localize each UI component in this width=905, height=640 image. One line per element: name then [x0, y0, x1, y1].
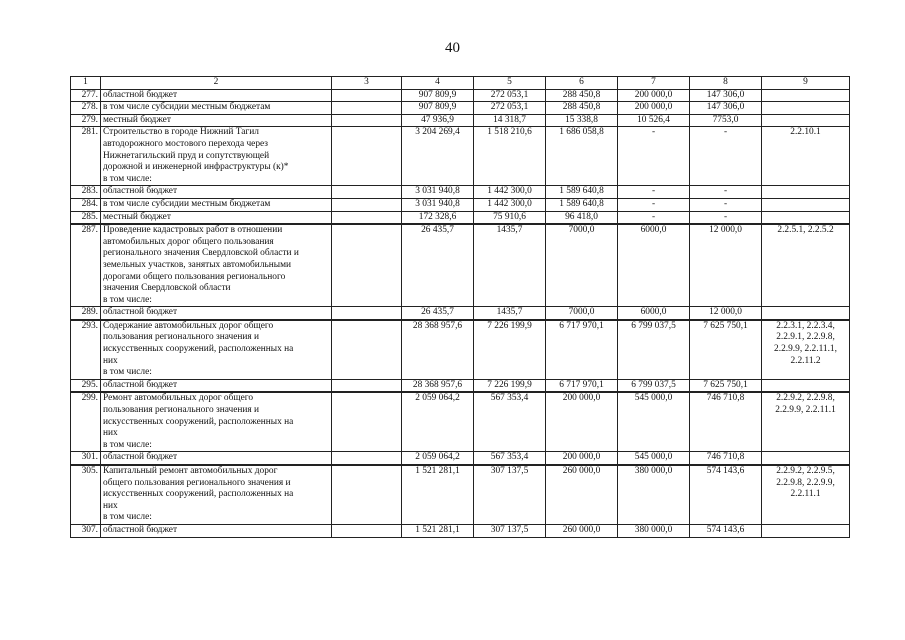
year-2-cell: 6 717 970,1	[546, 379, 618, 392]
description-line: областной бюджет	[103, 379, 178, 390]
description-line: автомобильных дорог общего пользования	[103, 236, 274, 247]
column-3-cell	[332, 465, 402, 524]
page-number: 40	[445, 40, 460, 56]
row-description	[101, 186, 332, 199]
year-3-cell: -	[618, 127, 690, 186]
table-row	[71, 379, 850, 392]
year-4-cell: 574 143,6	[690, 465, 762, 524]
year-2-cell: 7000,0	[546, 224, 618, 307]
description-line: областной бюджет	[103, 307, 178, 318]
year-1-cell: 1435,7	[474, 307, 546, 320]
description-line: них	[103, 500, 118, 511]
year-4-cell: 746 710,8	[690, 392, 762, 451]
description-line: в том числе:	[103, 439, 152, 450]
total-cell: 47 936,9	[402, 114, 474, 127]
row-number: 307.	[71, 524, 101, 537]
description-line: в том числе:	[103, 367, 152, 378]
year-2-cell: 200 000,0	[546, 392, 618, 451]
table-row	[71, 524, 850, 537]
target-indicators-cell: 2.2.9.2, 2.2.9.5, 2.2.9.8, 2.2.9.9, 2.2.11.1	[762, 465, 850, 524]
column-3-cell	[332, 392, 402, 451]
year-4-cell: 7753,0	[690, 114, 762, 127]
column-3-cell	[332, 379, 402, 392]
row-number: 305.	[71, 465, 101, 524]
year-1-cell: 272 053,1	[474, 89, 546, 102]
row-description	[101, 89, 332, 102]
row-description	[101, 211, 332, 224]
row-number: 295.	[71, 379, 101, 392]
table-row	[71, 186, 850, 199]
year-3-cell: 6 799 037,5	[618, 379, 690, 392]
row-description	[101, 114, 332, 127]
row-number: 277.	[71, 89, 101, 102]
row-description	[101, 198, 332, 211]
year-3-cell: 200 000,0	[618, 102, 690, 115]
total-cell: 1 521 281,1	[402, 524, 474, 537]
row-description	[101, 452, 332, 465]
row-number: 289.	[71, 307, 101, 320]
table-body	[71, 89, 850, 537]
year-2-cell: 1 686 058,8	[546, 127, 618, 186]
year-3-cell: -	[618, 186, 690, 199]
description-line: пользования регионального значения и	[103, 332, 260, 343]
year-2-cell: 7000,0	[546, 307, 618, 320]
description-line: Содержание автомобильных дорог общего	[103, 320, 274, 331]
year-2-cell: 1 589 640,8	[546, 198, 618, 211]
description-line: Проведение кадастровых работ в отношении	[103, 225, 283, 236]
table-row	[71, 198, 850, 211]
column-3-cell	[332, 114, 402, 127]
total-cell: 907 809,9	[402, 102, 474, 115]
column-3-cell	[332, 224, 402, 307]
year-1-cell: 75 910,6	[474, 211, 546, 224]
table-row	[71, 102, 850, 115]
total-cell: 1 521 281,1	[402, 465, 474, 524]
description-line: искусственных сооружений, расположенных на	[103, 489, 294, 500]
total-cell: 28 368 957,6	[402, 320, 474, 379]
description-line: регионального значения Свердловской области и	[103, 248, 299, 259]
column-3-cell	[332, 198, 402, 211]
year-2-cell: 1 589 640,8	[546, 186, 618, 199]
year-2-cell: 200 000,0	[546, 452, 618, 465]
total-cell: 172 328,6	[402, 211, 474, 224]
row-number: 278.	[71, 102, 101, 115]
total-cell: 26 435,7	[402, 224, 474, 307]
target-indicators-cell	[762, 452, 850, 465]
year-3-cell: 200 000,0	[618, 89, 690, 102]
year-1-cell: 567 353,4	[474, 392, 546, 451]
description-line: них	[103, 355, 118, 366]
year-1-cell: 7 226 199,9	[474, 320, 546, 379]
column-header: 6	[546, 77, 618, 90]
column-3-cell	[332, 524, 402, 537]
table-row	[71, 224, 850, 307]
total-cell: 26 435,7	[402, 307, 474, 320]
year-2-cell: 260 000,0	[546, 524, 618, 537]
row-description	[101, 102, 332, 115]
description-line: местный бюджет	[103, 211, 171, 222]
description-line: в том числе:	[103, 294, 152, 305]
year-2-cell: 260 000,0	[546, 465, 618, 524]
target-indicators-cell	[762, 102, 850, 115]
column-header: 1	[71, 77, 101, 90]
year-4-cell: 7 625 750,1	[690, 320, 762, 379]
target-indicators-cell: 2.2.9.2, 2.2.9.8, 2.2.9.9, 2.2.11.1	[762, 392, 850, 451]
table-row	[71, 89, 850, 102]
row-number: 284.	[71, 198, 101, 211]
year-4-cell: -	[690, 198, 762, 211]
description-line: земельных участков, занятых автомобильными	[103, 259, 292, 270]
column-header: 8	[690, 77, 762, 90]
year-3-cell: 6000,0	[618, 224, 690, 307]
year-4-cell: 12 000,0	[690, 307, 762, 320]
year-1-cell: 307 137,5	[474, 524, 546, 537]
row-description	[101, 465, 332, 524]
description-line: автодорожного мостового перехода через	[103, 138, 269, 149]
target-indicators-cell: 2.2.3.1, 2.2.3.4, 2.2.9.1, 2.2.9.8, 2.2.9.9, 2.2.11.1, 2.2.11.2	[762, 320, 850, 379]
total-cell: 3 031 940,8	[402, 186, 474, 199]
year-4-cell: 7 625 750,1	[690, 379, 762, 392]
year-3-cell: 6000,0	[618, 307, 690, 320]
total-cell: 3 204 269,4	[402, 127, 474, 186]
year-1-cell: 7 226 199,9	[474, 379, 546, 392]
column-header: 7	[618, 77, 690, 90]
column-3-cell	[332, 307, 402, 320]
column-header: 9	[762, 77, 850, 90]
column-3-cell	[332, 127, 402, 186]
description-line: областной бюджет	[103, 452, 178, 463]
year-1-cell: 1 442 300,0	[474, 198, 546, 211]
column-3-cell	[332, 211, 402, 224]
row-description	[101, 392, 332, 451]
target-indicators-cell	[762, 379, 850, 392]
target-indicators-cell	[762, 198, 850, 211]
year-3-cell: 10 526,4	[618, 114, 690, 127]
row-number: 285.	[71, 211, 101, 224]
row-description	[101, 307, 332, 320]
description-line: искусственных сооружений, расположенных на	[103, 344, 294, 355]
description-line: в том числе субсидии местным бюджетам	[103, 102, 271, 113]
total-cell: 2 059 064,2	[402, 392, 474, 451]
year-2-cell: 288 450,8	[546, 89, 618, 102]
row-number: 279.	[71, 114, 101, 127]
year-2-cell: 96 418,0	[546, 211, 618, 224]
description-line: общего пользования регионального значения и	[103, 477, 291, 488]
description-line: искусственных сооружений, расположенных на	[103, 416, 294, 427]
description-line: Нижнетагильский пруд и сопутствующей	[103, 150, 270, 161]
table-row	[71, 452, 850, 465]
year-4-cell: 147 306,0	[690, 89, 762, 102]
year-1-cell: 14 318,7	[474, 114, 546, 127]
year-3-cell: 380 000,0	[618, 524, 690, 537]
year-2-cell: 6 717 970,1	[546, 320, 618, 379]
description-line: них	[103, 428, 118, 439]
row-number: 283.	[71, 186, 101, 199]
table-row	[71, 114, 850, 127]
column-3-cell	[332, 186, 402, 199]
row-description	[101, 379, 332, 392]
column-header: 5	[474, 77, 546, 90]
column-header: 2	[101, 77, 332, 90]
column-3-cell	[332, 320, 402, 379]
table-row	[71, 392, 850, 451]
year-1-cell: 1 442 300,0	[474, 186, 546, 199]
row-number: 301.	[71, 452, 101, 465]
row-description	[101, 320, 332, 379]
year-3-cell: 545 000,0	[618, 452, 690, 465]
target-indicators-cell: 2.2.5.1, 2.2.5.2	[762, 224, 850, 307]
description-line: значения Свердловской области	[103, 283, 231, 294]
year-1-cell: 307 137,5	[474, 465, 546, 524]
description-line: областной бюджет	[103, 186, 178, 197]
table-row	[71, 307, 850, 320]
year-2-cell: 288 450,8	[546, 102, 618, 115]
table-row	[71, 211, 850, 224]
row-number: 281.	[71, 127, 101, 186]
column-header: 3	[332, 77, 402, 90]
description-line: Капитальный ремонт автомобильных дорог	[103, 466, 278, 476]
total-cell: 2 059 064,2	[402, 452, 474, 465]
year-4-cell: -	[690, 127, 762, 186]
table-row	[71, 465, 850, 524]
target-indicators-cell	[762, 186, 850, 199]
description-line: в том числе:	[103, 512, 152, 523]
total-cell: 28 368 957,6	[402, 379, 474, 392]
year-4-cell: 746 710,8	[690, 452, 762, 465]
table-row	[71, 127, 850, 186]
year-1-cell: 1435,7	[474, 224, 546, 307]
column-3-cell	[332, 102, 402, 115]
year-1-cell: 567 353,4	[474, 452, 546, 465]
target-indicators-cell	[762, 114, 850, 127]
row-number: 287.	[71, 224, 101, 307]
column-3-cell	[332, 452, 402, 465]
year-1-cell: 272 053,1	[474, 102, 546, 115]
description-line: дорожной и инженерной инфраструктуры (к)*	[103, 162, 289, 173]
header-row	[71, 77, 850, 90]
description-line: областной бюджет	[103, 524, 178, 535]
row-description	[101, 127, 332, 186]
year-2-cell: 15 338,8	[546, 114, 618, 127]
row-number: 293.	[71, 320, 101, 379]
target-indicators-cell	[762, 89, 850, 102]
description-line: Строительство в городе Нижний Тагил	[103, 127, 259, 138]
row-number: 299.	[71, 392, 101, 451]
target-indicators-cell	[762, 211, 850, 224]
year-3-cell: 6 799 037,5	[618, 320, 690, 379]
year-3-cell: -	[618, 198, 690, 211]
description-line: в том числе:	[103, 173, 152, 184]
target-indicators-cell	[762, 524, 850, 537]
row-description	[101, 224, 332, 307]
year-4-cell: -	[690, 186, 762, 199]
column-3-cell	[332, 89, 402, 102]
description-line: дорогами общего пользования регионального	[103, 271, 286, 282]
total-cell: 907 809,9	[402, 89, 474, 102]
year-3-cell: -	[618, 211, 690, 224]
row-description	[101, 524, 332, 537]
description-line: Ремонт автомобильных дорог общего	[103, 393, 254, 404]
target-indicators-cell: 2.2.10.1	[762, 127, 850, 186]
year-4-cell: -	[690, 211, 762, 224]
year-4-cell: 12 000,0	[690, 224, 762, 307]
year-3-cell: 545 000,0	[618, 392, 690, 451]
target-indicators-cell	[762, 307, 850, 320]
total-cell: 3 031 940,8	[402, 198, 474, 211]
description-line: пользования регионального значения и	[103, 405, 260, 416]
column-header: 4	[402, 77, 474, 90]
year-1-cell: 1 518 210,6	[474, 127, 546, 186]
table-row	[71, 320, 850, 379]
description-line: местный бюджет	[103, 114, 171, 125]
year-3-cell: 380 000,0	[618, 465, 690, 524]
year-4-cell: 574 143,6	[690, 524, 762, 537]
budget-table	[70, 76, 850, 538]
description-line: в том числе субсидии местным бюджетам	[103, 198, 271, 209]
year-4-cell: 147 306,0	[690, 102, 762, 115]
description-line: областной бюджет	[103, 89, 178, 100]
